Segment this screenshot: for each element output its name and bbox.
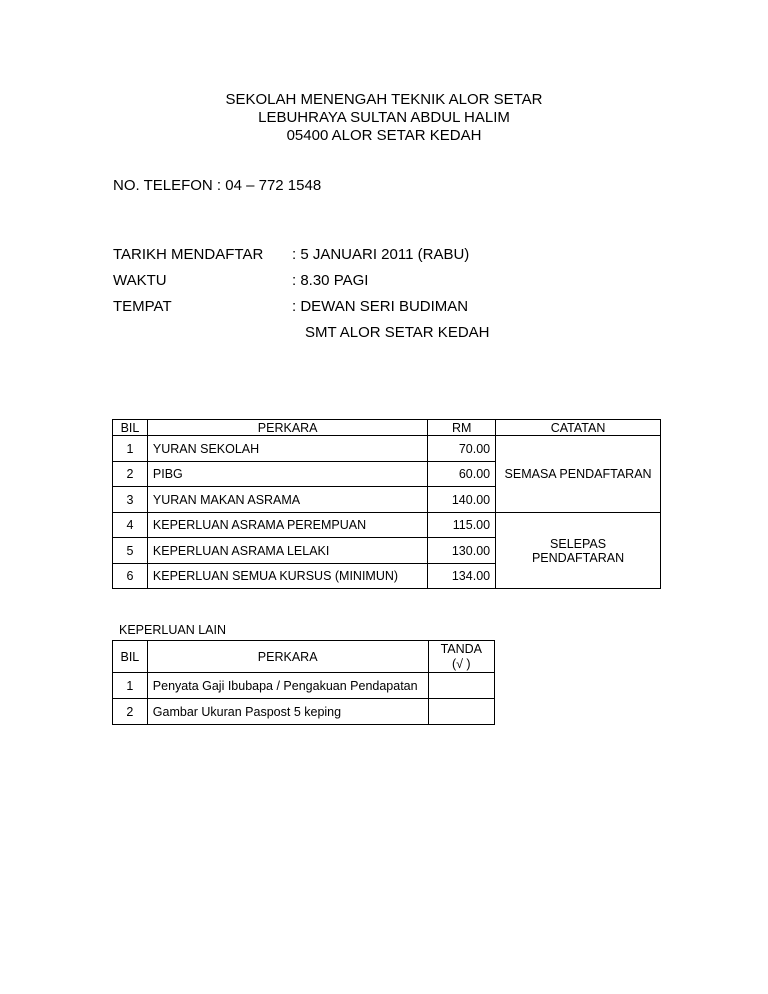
header-rm: RM — [428, 420, 496, 436]
header-perkara: PERKARA — [147, 420, 428, 436]
table-row — [113, 513, 661, 538]
cell-bil: 1 — [113, 436, 148, 462]
tarikh-value: : 5 JANUARI 2011 (RABU) — [292, 246, 470, 263]
cell-bil: 6 — [113, 564, 148, 589]
tarikh-label: TARIKH MENDAFTAR — [113, 246, 264, 263]
school-postcode: 05400 ALOR SETAR KEDAH — [286, 127, 482, 144]
fees-table — [112, 419, 661, 589]
tanda-label: TANDA — [440, 641, 482, 656]
waktu-label: WAKTU — [113, 272, 167, 289]
cell-rm: 130.00 — [428, 538, 496, 564]
cell-tanda[interactable] — [428, 699, 494, 725]
check-mark: (√ ) — [451, 656, 471, 671]
cell-tanda[interactable] — [428, 673, 494, 699]
header-bil: BIL — [113, 641, 148, 673]
header-tanda — [428, 641, 494, 673]
catatan-selepas: SELEPAS PENDAFTARAN — [496, 513, 661, 589]
cell-perkara: PIBG — [147, 462, 428, 487]
school-address: LEBUHRAYA SULTAN ABDUL HALIM — [258, 109, 510, 126]
header-bil: BIL — [113, 420, 148, 436]
cell-bil: 5 — [113, 538, 148, 564]
school-name: SEKOLAH MENENGAH TEKNIK ALOR SETAR — [225, 91, 543, 108]
table-row — [113, 699, 495, 725]
other-title: KEPERLUAN LAIN — [119, 623, 226, 637]
header-catatan: CATATAN — [496, 420, 661, 436]
cell-bil: 3 — [113, 487, 148, 513]
table-row — [113, 436, 661, 462]
table-row — [113, 673, 495, 699]
cell-perkara: KEPERLUAN ASRAMA PEREMPUAN — [147, 513, 428, 538]
header-perkara: PERKARA — [147, 641, 428, 673]
cell-bil: 1 — [113, 673, 148, 699]
tempat-value: : DEWAN SERI BUDIMAN — [292, 298, 469, 315]
cell-perkara: YURAN SEKOLAH — [147, 436, 428, 462]
cell-rm: 60.00 — [428, 462, 496, 487]
cell-perkara: YURAN MAKAN ASRAMA — [147, 487, 428, 513]
tempat-label: TEMPAT — [113, 298, 172, 315]
telefon: NO. TELEFON : 04 – 772 1548 — [113, 177, 322, 194]
cell-rm: 134.00 — [428, 564, 496, 589]
cell-perkara: Penyata Gaji Ibubapa / Pengakuan Pendapatan — [147, 673, 428, 699]
tempat-value-2: SMT ALOR SETAR KEDAH — [305, 324, 490, 341]
cell-perkara: KEPERLUAN ASRAMA LELAKI — [147, 538, 428, 564]
cell-perkara: Gambar Ukuran Paspost 5 keping — [147, 699, 428, 725]
waktu-value: : 8.30 PAGI — [292, 272, 369, 289]
cell-bil: 2 — [113, 462, 148, 487]
cell-perkara: KEPERLUAN SEMUA KURSUS (MINIMUN) — [147, 564, 428, 589]
catatan-semasa: SEMASA PENDAFTARAN — [496, 436, 661, 513]
cell-rm: 115.00 — [428, 513, 496, 538]
cell-rm: 140.00 — [428, 487, 496, 513]
cell-bil: 4 — [113, 513, 148, 538]
cell-bil: 2 — [113, 699, 148, 725]
cell-rm: 70.00 — [428, 436, 496, 462]
other-table — [112, 640, 495, 725]
